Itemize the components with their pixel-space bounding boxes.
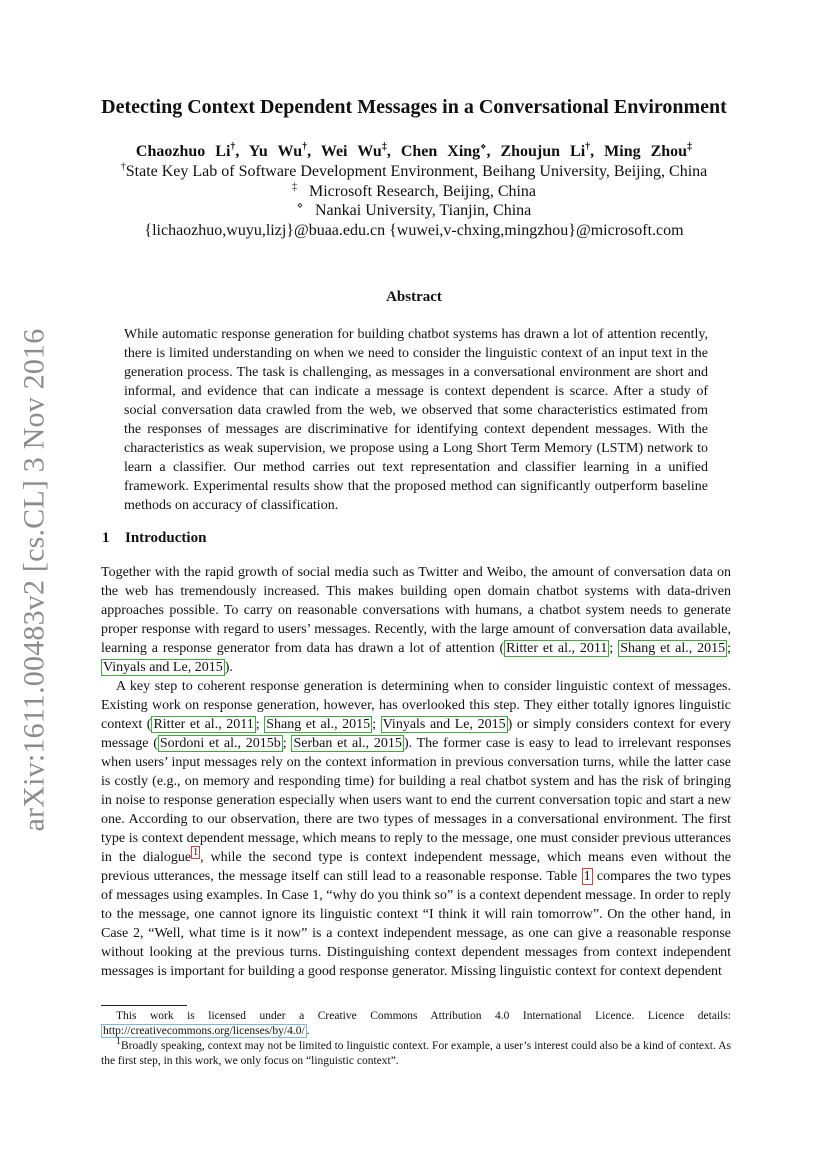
affiliation-beihang: †State Key Lab of Software Development Environment, Beihang University, Beijing, China — [120, 161, 708, 180]
footnotes — [101, 1009, 731, 1069]
section-heading-introduction — [102, 530, 206, 547]
section-number: 1 — [102, 530, 110, 546]
citation-link[interactable]: Vinyals and Le, 2015 — [382, 717, 506, 732]
author: Yu Wu†, — [248, 141, 312, 160]
author: Zhoujun Li†, — [500, 141, 595, 160]
footnote-1: $^1$Broadly speaking, context may not be limited to linguistic context. For example, a user’s interest could also be a kind of context. As the first step, in this work, we only focus on “linguistic context”. — [101, 1036, 731, 1067]
arxiv-stamp — [14, 328, 54, 832]
citation-link[interactable]: Vinyals and Le, 2015 — [103, 660, 223, 675]
arxiv-id-text: arXiv:1611.00483v2 [cs.CL] 3 Nov 2016 — [17, 328, 50, 832]
intro-paragraph-1: Together with the rapid growth of social media such as Twitter and Weibo, the amount of conversation data on the web has tremendously increased. This makes building open domain chatbot systems with data-driven approaches possible. To carry on reasonable conversations with humans, a chatbot system needs to generate proper response with regard to users’ messages. Recently, with the large amount of conversation data available, learning a response generator from data has drawn a lot of attention ( Ritter et al., 2011 ; Shang et al., 2015 ; Vinyals and Le, 2015 ). — [101, 565, 732, 675]
citation-link[interactable]: Sordoni et al., 2015b — [159, 736, 281, 751]
author: Wei Wu‡, — [320, 141, 391, 160]
paper-title: Detecting Context Dependent Messages in a Conversational Environment — [101, 96, 727, 118]
intro-paragraph-2: A key step to coherent response generation is determining when to consider linguistic context of messages. Existing work on response generation, however, has overlooked this step. They either totally ignores linguistic context ( Ritter et al., 2011 ; Shang et al., 2015 ; Vinyals and Le, 2015 ) or simply considers context for every message ( Sordoni et al., 2015b ; Serban et al., 2015 ). The former case is easy to lead to irrelevant responses when users’ input messages rely on the context information in previous conversation turns, while the latter case is costly (e.g., on memory and responding time) for building a real chatbot system and has the risk of bringing in noise to response generation especially when users want to end the current conversation topic and start a new one. According to our observation, there are two types of messages in a conversational environment. The first type is context dependent message, which means to reply to the message, one must consider previous utterances in the dialogue $^1$ , while the second type is context independent message, which means even without the previous utterances, the message itself can still lead to a reasonable response. Table 1 compares the two types of messages using examples. In Case 1, “why do you think so” is a context dependent message. In order to reply to the message, one cannot ignore its linguistic context “I think it will rain tomorrow”. On the other hand, in Case 2, “Well, what time is it now” is a context independent message, as one can give a reasonable response without looking at the previous turns. Distinguishing context dependent messages from context independent messages is important for building a good response generator. Missing linguistic context for context dependent — [101, 679, 732, 979]
author: Chen Xing⋄, — [400, 141, 491, 160]
introduction-body — [101, 563, 731, 981]
citation-link[interactable]: Shang et al., 2015 — [620, 641, 726, 656]
abstract-text: While automatic response generation for building chatbot systems has drawn a lot of attention recently, there is limited understanding on when we need to consider the linguistic context of an input text in the generation process. The task is challenging, as messages in a conversational environment are short and informal, and evidence that can indicate a message is context dependent is scarce. After a study of social conversation data crawled from the web, we observed that some characteristics estimated from the responses of messages are discriminative for identifying context dependent messages. With the characteristics as weak supervision, we propose using a Long Short Term Memory (LSTM) network to learn a classifier. Our method carries out text representation and classifier learning in a unified framework. Experimental results show that the proposed method can significantly outperform baseline methods on accuracy of classification. — [124, 327, 708, 513]
table-ref-link[interactable]: 1 — [583, 869, 591, 884]
license-footnote: This work is licensed under a Creative Commons Attribution 4.0 International Licence. Licence details: http://creativecommons.org/licenses/by/4.0/ . — [103, 1010, 731, 1037]
footnote-ref-link[interactable]: 1 — [193, 847, 199, 859]
abstract-heading: Abstract — [386, 289, 442, 305]
footnote-mark: 1 — [116, 1036, 121, 1048]
citation-link[interactable]: Shang et al., 2015 — [266, 717, 371, 732]
affiliation-microsoft: ‡ Microsoft Research, Beijing, China — [291, 181, 537, 200]
author-emails: {lichaozhuo,wuyu,lizj}@buaa.edu.cn {wuwei,v-chxing,mingzhou}@microsoft.com — [144, 222, 684, 239]
citation-link[interactable]: Ritter et al., 2011 — [506, 641, 608, 656]
section-title: Introduction — [125, 530, 207, 546]
citation-link[interactable]: Serban et al., 2015 — [293, 736, 402, 751]
citation-link[interactable]: Ritter et al., 2011 — [153, 717, 254, 732]
footnote-divider — [101, 1005, 187, 1006]
author: Ming Zhou‡ — [604, 141, 693, 160]
affiliation-nankai: ⋄ Nankai University, Tianjin, China — [296, 200, 532, 219]
license-url-link[interactable]: http://creativecommons.org/licenses/by/4.0/ — [103, 1025, 305, 1037]
author-list — [60, 143, 768, 161]
author: Chaozhuo Li†, — [135, 141, 240, 160]
